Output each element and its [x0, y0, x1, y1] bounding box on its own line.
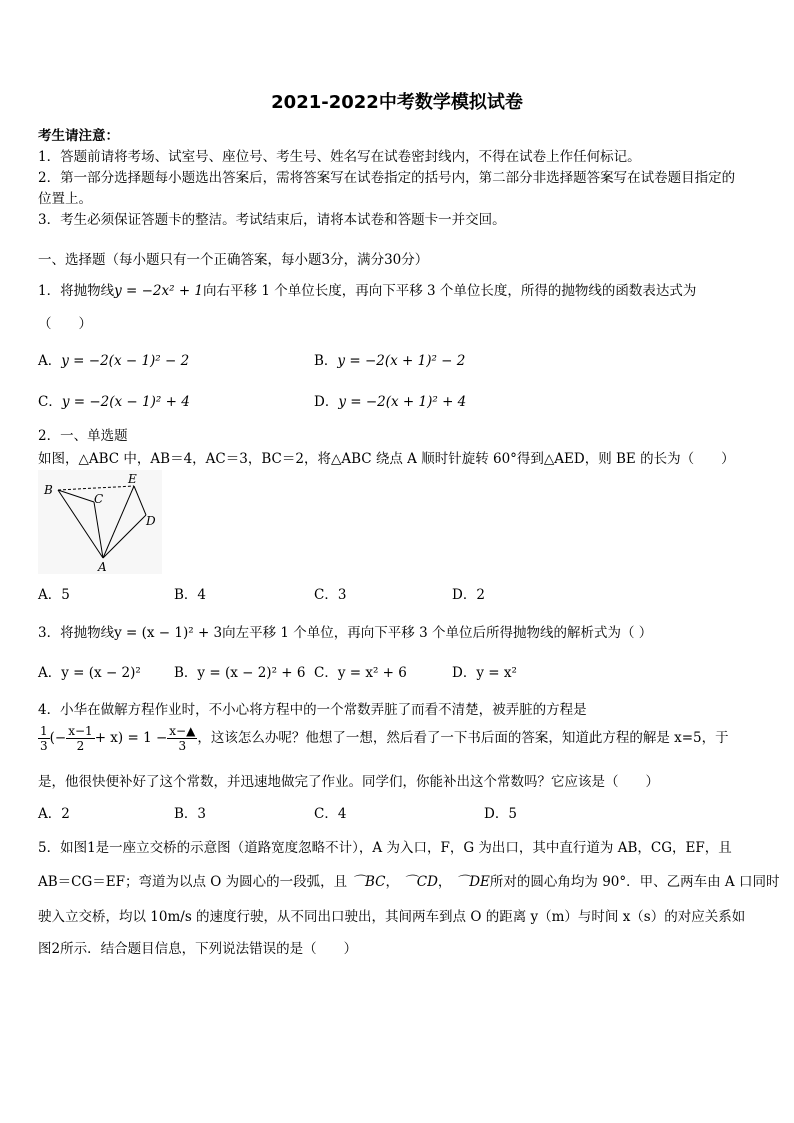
- q1-option-a: A．y = −2(x − 1)² − 2: [38, 353, 190, 369]
- q5-line-1: 5．如图1是一座立交桥的示意图（道路宽度忽略不计），A 为入口，F，G 为出口，其中直行道为 AB，CG，EF，且: [38, 840, 732, 856]
- q2-option-d: D．2: [452, 587, 485, 603]
- arc-cd-symbol: ⌒CD: [403, 874, 438, 890]
- q4-line-2-rest: ，这该怎么办呢？他想了一想，然后看了一下书后面的答案，知道此方程的解是 x=5，于: [197, 730, 729, 746]
- label-a: A: [98, 560, 107, 574]
- q4-option-b: B．3: [174, 806, 207, 822]
- notice-item-2: 2．第一部分选择题每小题选出答案后，需将答案写在试卷指定的括号内，第二部分非选择题答案写在试卷题目指定的: [38, 170, 736, 186]
- q4-fraction-1: $\frac{x-1}{2}$: [68, 724, 93, 753]
- q4-option-d: D．5: [484, 806, 517, 822]
- notice-item-1: 1．答题前请将考场、试室号、座位号、考生号、姓名写在试卷密封线内，不得在试卷上作任何标记。: [38, 149, 641, 165]
- q2-option-b: B．4: [174, 587, 207, 603]
- question-1: [38, 279, 696, 299]
- notice-item-2-cont: 位置上。: [38, 191, 92, 207]
- question-3: 3．将抛物线y = (x − 1)² + 3向左平移 1 个单位，再向下平移 3 个单位后所得抛物线的解析式为（ ）: [38, 625, 653, 641]
- notice-heading: 考生请注意：: [38, 128, 119, 144]
- q5-line-2: AB＝CG＝EF；弯道为以点 O 为圆心的一段弧，且 ⌒BC， ⌒CD， ⌒DE所对的圆心角均为 90°．甲、乙两车由 A 口同时: [38, 874, 780, 890]
- q3-option-c: C．y = x² + 6: [314, 665, 407, 681]
- q5-line-4: 图2所示．结合题目信息，下列说法错误的是（ ）: [38, 941, 358, 957]
- q2-text: 如图，△ABC 中，AB＝4，AC＝3，BC＝2，将△ABC 绕点 A 顺时针旋转 60°得到△AED，则 BE 的长为（ ）: [38, 451, 735, 467]
- q2-option-c: C．3: [314, 587, 347, 603]
- q4-line-3: 是，他很快便补好了这个常数，并迅速地做完了作业。同学们，你能补出这个常数吗？它应该是（ ）: [38, 774, 659, 790]
- q3-option-a: A．y = (x − 2)²: [38, 665, 141, 681]
- arc-bc-symbol: ⌒BC: [351, 874, 386, 890]
- q1-option-c: C．y = −2(x − 1)² + 4: [38, 394, 190, 410]
- q4-fraction-2: $\frac{x-▲}{3}$: [169, 724, 196, 753]
- label-b: B: [44, 483, 53, 497]
- q4-equation-line: $\frac{1}{3}$ (− $\frac{x-1}{2}$ + x) = 1 − $\frac{x-▲}{3}$ ，这该怎么办呢？他想了一想，然后看了一下书后面的答案，知道此方程的解是 x=5，于: [40, 724, 729, 753]
- q3-option-d: D．y = x²: [452, 665, 517, 681]
- q3-expr: y = (x − 1)² + 3: [114, 625, 223, 641]
- q1-prefix: 1．将抛物线: [38, 283, 115, 299]
- label-d: D: [146, 514, 156, 528]
- q5-line-3: 驶入立交桥，均以 10m/s 的速度行驶，从不同出口驶出，其间两车到点 O 的距离 y（m）与时间 x（s）的对应关系如: [38, 909, 746, 925]
- section-heading: 一、选择题（每小题只有一个正确答案，每小题3分，满分30分）: [38, 252, 429, 268]
- q4-option-a: A．2: [38, 806, 70, 822]
- q4-line-1: 4．小华在做解方程作业时，不小心将方程中的一个常数弄脏了而看不清楚，被弄脏的方程是: [38, 702, 587, 718]
- q3-option-b: B．y = (x − 2)² + 6: [174, 665, 306, 681]
- page-title: 2021-2022中考数学模拟试卷: [271, 92, 523, 113]
- label-e: E: [128, 472, 137, 486]
- q1-suffix: 向右平移 1 个单位长度，再向下平移 3 个单位长度，所得的抛物线的函数表达式为: [203, 283, 697, 299]
- label-c: C: [94, 492, 104, 506]
- q1-option-b: B．y = −2(x + 1)² − 2: [314, 353, 466, 369]
- q2-triangle-figure: [38, 470, 162, 574]
- q2-option-a: A．5: [38, 587, 70, 603]
- q1-option-d: D．y = −2(x + 1)² + 4: [314, 394, 467, 410]
- q4-option-c: C．4: [314, 806, 347, 822]
- notice-item-3: 3．考生必须保证答题卡的整洁。考试结束后，请将本试卷和答题卡一并交回。: [38, 212, 506, 228]
- arc-de-symbol: ⌒DE: [455, 874, 490, 890]
- q1-answer-paren: （ ）: [38, 316, 92, 332]
- q1-expr: y = −2x² + 1: [114, 283, 204, 299]
- q2-heading: 2．一、单选题: [38, 428, 128, 444]
- q4-coef-fraction: $\frac{1}{3}$: [40, 724, 48, 753]
